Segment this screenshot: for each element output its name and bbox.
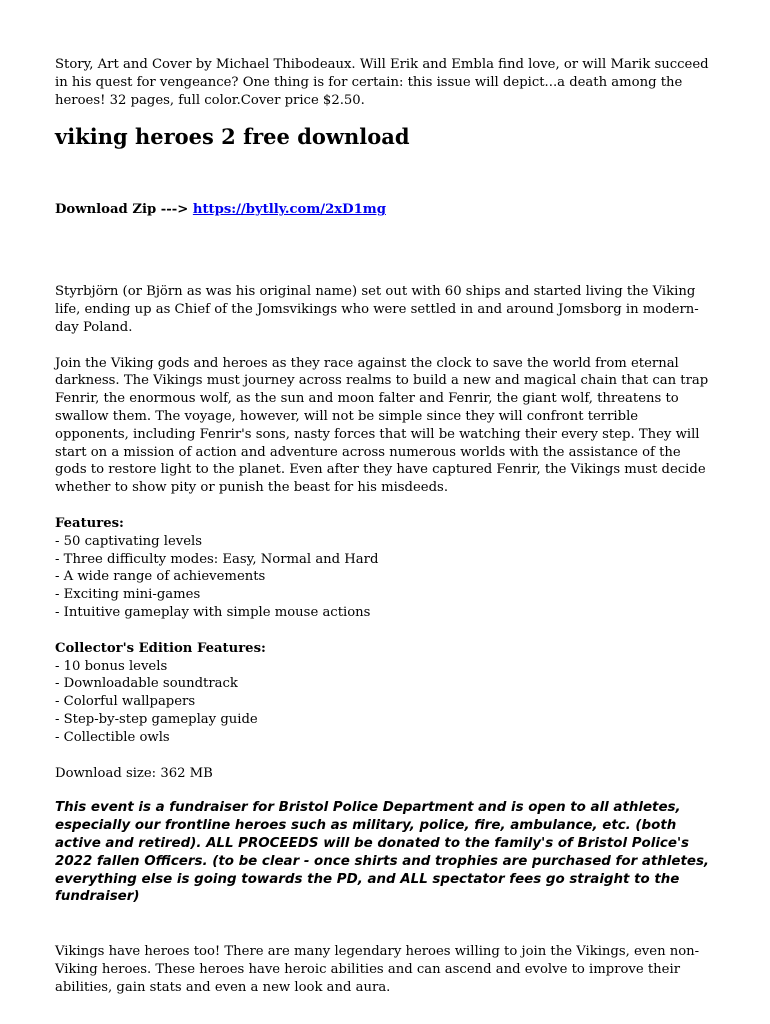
features-heading: Features: [55, 515, 124, 531]
download-link[interactable]: https://bytlly.com/2xD1mg [192, 202, 386, 218]
list-item: - Exciting mini-games [55, 587, 201, 603]
list-item: - Colorful wallpapers [55, 694, 196, 710]
paragraph-styrbjorn: Styrbjörn (or Björn as was his original name) set out with 60 ships and started living the Viking life, ending up as Chief of the Jomsvikings who were settled in and around Jomsborg in modern-day Poland. [55, 284, 699, 335]
download-label: Download Zip ---> [55, 202, 189, 218]
list-item: - Intuitive gameplay with simple mouse actions [55, 604, 371, 620]
list-item: - 10 bonus levels [55, 658, 168, 674]
intro-paragraph: Story, Art and Cover by Michael Thibodeaux. Will Erik and Embla find love, or will Marik succeed in his quest for vengeance? One thing is for certain: this issue will depict...a death among the heroes! 32 pages, full color.Cover price $2.50. [55, 57, 709, 108]
features-list [55, 533, 714, 622]
list-item: - A wide range of achievements [55, 569, 266, 585]
collectors-list [55, 658, 714, 747]
collectors-heading: Collector's Edition Features: [55, 640, 266, 656]
list-item: - Step-by-step gameplay guide [55, 711, 258, 727]
closing-paragraph: Vikings have heroes too! There are many legendary heroes willing to join the Vikings, even non-Viking heroes. These heroes have heroic abilities and can ascend and evolve to improve their abilities, gain stats and even a new look and aura. [55, 944, 700, 995]
list-item: - 50 captivating levels [55, 533, 203, 549]
download-size: Download size: 362 MB [55, 765, 213, 781]
list-item: - Three difficulty modes: Easy, Normal and Hard [55, 551, 379, 567]
paragraph-description: Join the Viking gods and heroes as they race against the clock to save the world from eternal darkness. The Vikings must journey across realms to build a new and magical chain that can trap Fenrir, the enormous wolf, as the sun and moon falter and Fenrir, the giant wolf, threatens to swallow them. The voyage, however, will not be simple since they will confront terrible opponents, including Fenrir's sons, nasty forces that will be watching their every step. They will start on a mission of action and adventure across numerous worlds with the assistance of the gods to restore light to the planet. Even after they have captured Fenrir, the Vikings must decide whether to show pity or punish the beast for his misdeeds. [55, 355, 709, 496]
page-title: viking heroes 2 free download [55, 124, 410, 150]
download-line [55, 201, 714, 219]
list-item: - Collectible owls [55, 729, 170, 745]
list-item: - Downloadable soundtrack [55, 676, 238, 692]
fundraiser-paragraph: This event is a fundraiser for Bristol Police Department and is open to all athletes, especially our frontline heroes such as military, police, fire, ambulance, etc. (both active and retired). ALL PROCEEDS will be donated to the family's of Bristol Police's 2022 fallen Officers. (to be clear - once shirts and trophies are purchased for athletes, everything else is going towards the PD, and ALL spectator fees go straight to the fundraiser) [55, 800, 710, 905]
